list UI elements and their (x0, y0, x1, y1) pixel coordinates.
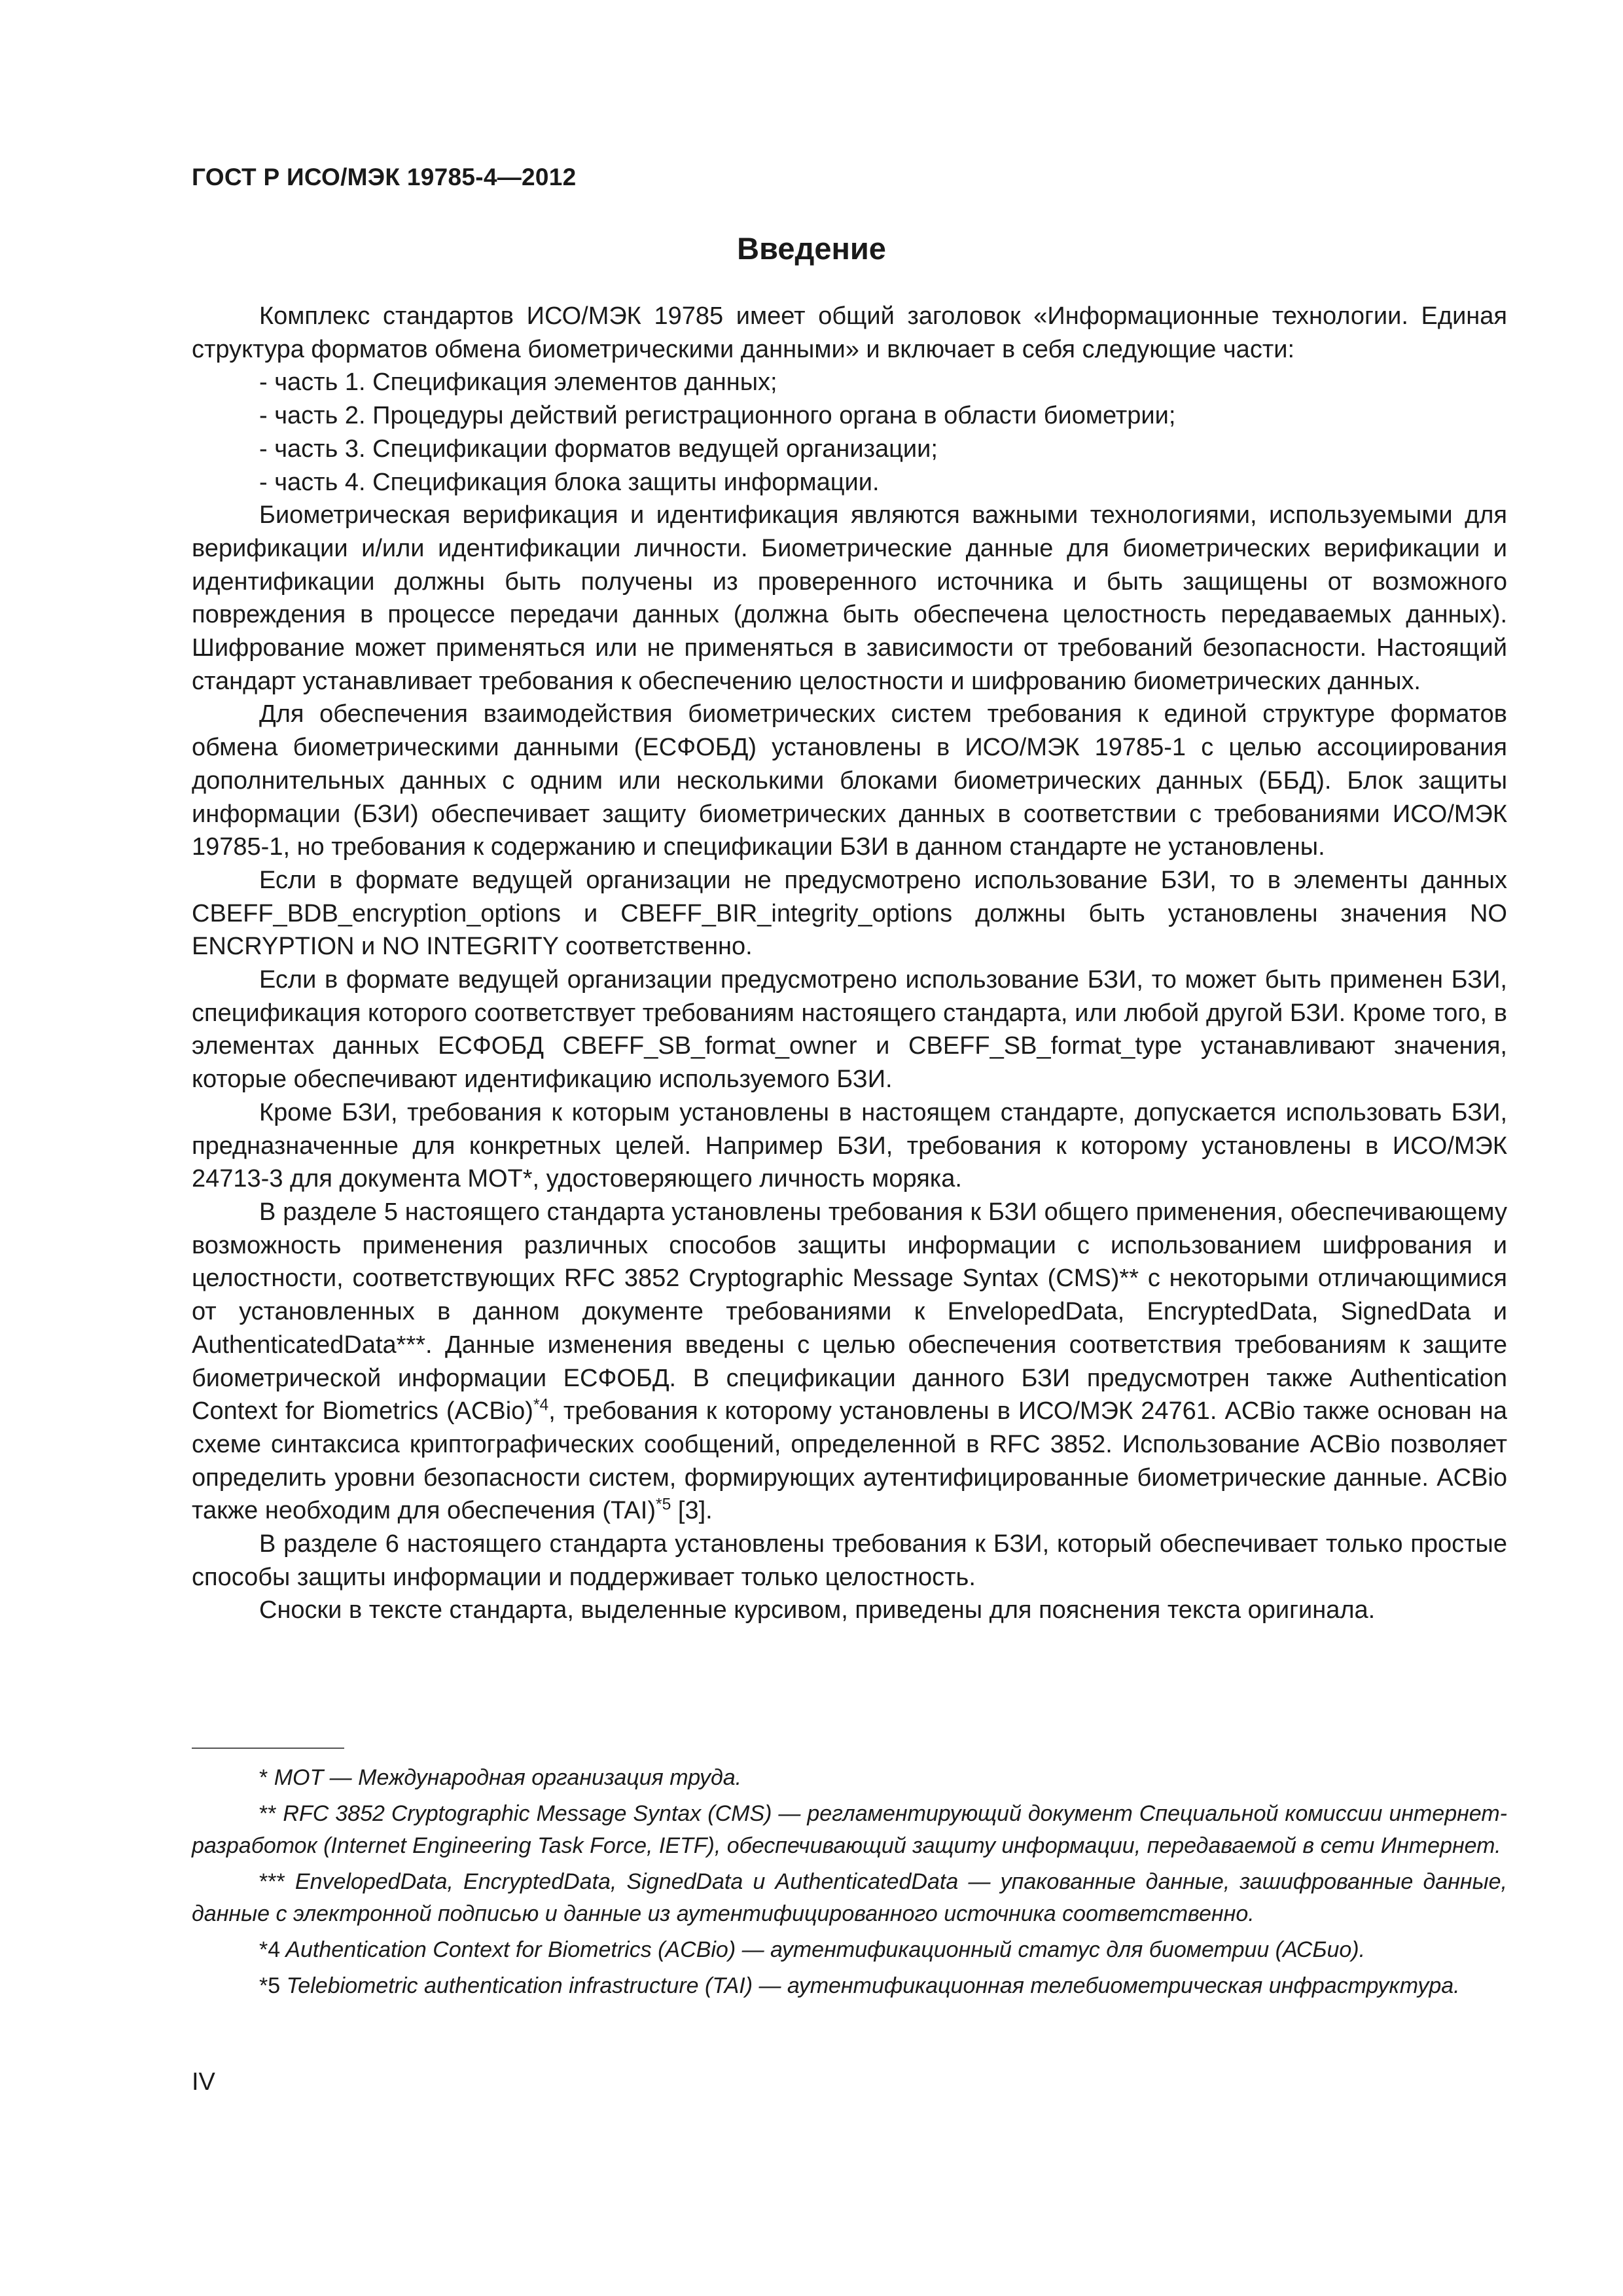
footnote-text: Telebiometric authentication infrastructure (TAI) — аутентификационная телебиометрическая инфраструктура. (286, 1973, 1460, 1998)
paragraph-with-bzi: Если в формате ведущей организации предусмотрено использование БЗИ, то может быть применен БЗИ, спецификация которого соответствует требованиям настоящего стандарта, или любой другой БЗИ. Кроме того, в элементах данных ЕСФОБД CBEFF_SB_format_owner и CBEFF_SB_format_type устанавливают значения, которые обеспечивают идентификацию используемого БЗИ. (192, 966, 1507, 1094)
paragraph-section5-part-b: , требования к которому установлены в ИСО/МЭК 24761. ACBio также основан на схеме синтаксиса криптографических сообщений, определенной в RFC 3852. Использование ACBio позволяет определить уровни безопасности систем, формирующих аутентифицированные биометрические данные. ACBio также необходим для обеспечения (TAI) (192, 1397, 1507, 1525)
footnote-mark: *** (259, 1869, 285, 1894)
footnote-mark: *4 (259, 1937, 281, 1962)
footnote-text: RFC 3852 Cryptographic Message Syntax (CMS) — регламентирующий документ Специальной комиссии интернет-разработок (Internet Engineering Task Force, IETF), обеспечивающий защиту информации, передаваемой в сети Интернет. (192, 1801, 1507, 1858)
section-title: Введение (737, 231, 886, 266)
footnote-ref: *4 (533, 1396, 549, 1414)
paragraph-section5 (192, 1196, 1507, 1528)
list-item: - часть 3. Спецификации форматов ведущей организации; (259, 435, 938, 463)
footnote-ref: *5 (655, 1496, 671, 1514)
footnote-text: Authentication Context for Biometrics (ACBio) — аутентификационный статус для биометрии (АСБио). (285, 1937, 1366, 1962)
list-item: - часть 4. Спецификация блока защиты информации. (259, 468, 880, 496)
paragraph-intro: Комплекс стандартов ИСО/МЭК 19785 имеет общий заголовок «Информационные технологии. Единая структура форматов обмена биометрическими данными» и включает в себя следующие части: (192, 302, 1507, 363)
footnote (192, 1762, 1507, 1794)
footnote-divider (192, 1748, 344, 1749)
document-header: ГОСТ Р ИСО/МЭК 19785-4—2012 (192, 164, 577, 190)
main-text (192, 300, 1507, 1627)
paragraph-section5-part-c: [3]. (671, 1497, 713, 1525)
paragraph-section6: В разделе 6 настоящего стандарта установлены требования к БЗИ, который обеспечивает только простые способы защиты информации и поддерживает только целостность. (192, 1530, 1507, 1591)
paragraph-footnotes-note: Сноски в тексте стандарта, выделенные курсивом, приведены для пояснения текста оригинала. (259, 1596, 1376, 1624)
footnote (192, 1934, 1507, 1966)
list-item: - часть 2. Процедуры действий регистрационного органа в области биометрии; (259, 402, 1176, 430)
paragraph-interop: Для обеспечения взаимодействия биометрических систем требования к единой структуре форматов обмена биометрическими данными (ЕСФОБД) установлены в ИСО/МЭК 19785-1 с целью ассоциирования дополнительных данных с одним или несколькими блоками биометрических данных (ББД). Блок защиты информации (БЗИ) обеспечивает защиту биометрических данных в соответствии с требованиями ИСО/МЭК 19785-1, но требования к содержанию и спецификации БЗИ в данном стандарте не установлены. (192, 700, 1507, 861)
footnote (192, 1866, 1507, 1930)
paragraph-other-bzi: Кроме БЗИ, требования к которым установлены в настоящем стандарте, допускается использовать БЗИ, предназначенные для конкретных целей. Например БЗИ, требования к которому установлены в ИСО/МЭК 24713-3 для документа МОТ*, удостоверяющего личность моряка. (192, 1098, 1507, 1193)
footnote-mark: ** (259, 1801, 277, 1826)
footnote (192, 1970, 1507, 2002)
footnote-text: МОТ — Международная организация труда. (274, 1765, 742, 1790)
paragraph-section5-part-a: В разделе 5 настоящего стандарта установлены требования к БЗИ общего применения, обеспечивающему возможность применения различных способов защиты информации с использованием шифрования и целостности, соответствующих RFC 3852 Cryptographic Message Syntax (CMS)** с некоторыми отличающимися от установленных в данном документе требованиями к EnvelopedData, EncryptedData, SignedData и AuthenticatedData***. Данные изменения введены с целью обеспечения соответствия требованиям к защите биометрической информации ЕСФОБД. В спецификации данного БЗИ предусмотрен также Authentication Context for Biometrics (ACBio) (192, 1198, 1507, 1426)
footnote (192, 1798, 1507, 1862)
page-number: IV (192, 2068, 215, 2096)
paragraph-verification: Биометрическая верификация и идентификация являются важными технологиями, используемыми для верификации и/или идентификации личности. Биометрические данные для биометрических верификации и идентификации должны быть получены из проверенного источника и быть защищены от возможного повреждения в процессе передачи данных (должна быть обеспечена целостность передаваемых данных). Шифрование может применяться или не применяться в зависимости от требований безопасности. Настоящий стандарт устанавливает требования к обеспечению целостности и шифрованию биометрических данных. (192, 501, 1507, 695)
paragraph-no-bzi: Если в формате ведущей организации не предусмотрено использование БЗИ, то в элементы данных CBEFF_BDB_encryption_options и CBEFF_BIR_integrity_options должны быть установлены значения NO ENCRYPTION и NO INTEGRITY соответственно. (192, 866, 1507, 961)
list-item: - часть 1. Спецификация элементов данных; (259, 368, 777, 397)
footnotes (192, 1762, 1507, 2006)
footnote-mark: * (259, 1765, 268, 1790)
footnote-mark: *5 (259, 1973, 281, 1998)
footnote-text: EnvelopedData, EncryptedData, SignedData и AuthenticatedData — упакованные данные, зашифрованные данные, данные с электронной подписью и данные из аутентифицированного источника соответственно. (192, 1869, 1507, 1926)
